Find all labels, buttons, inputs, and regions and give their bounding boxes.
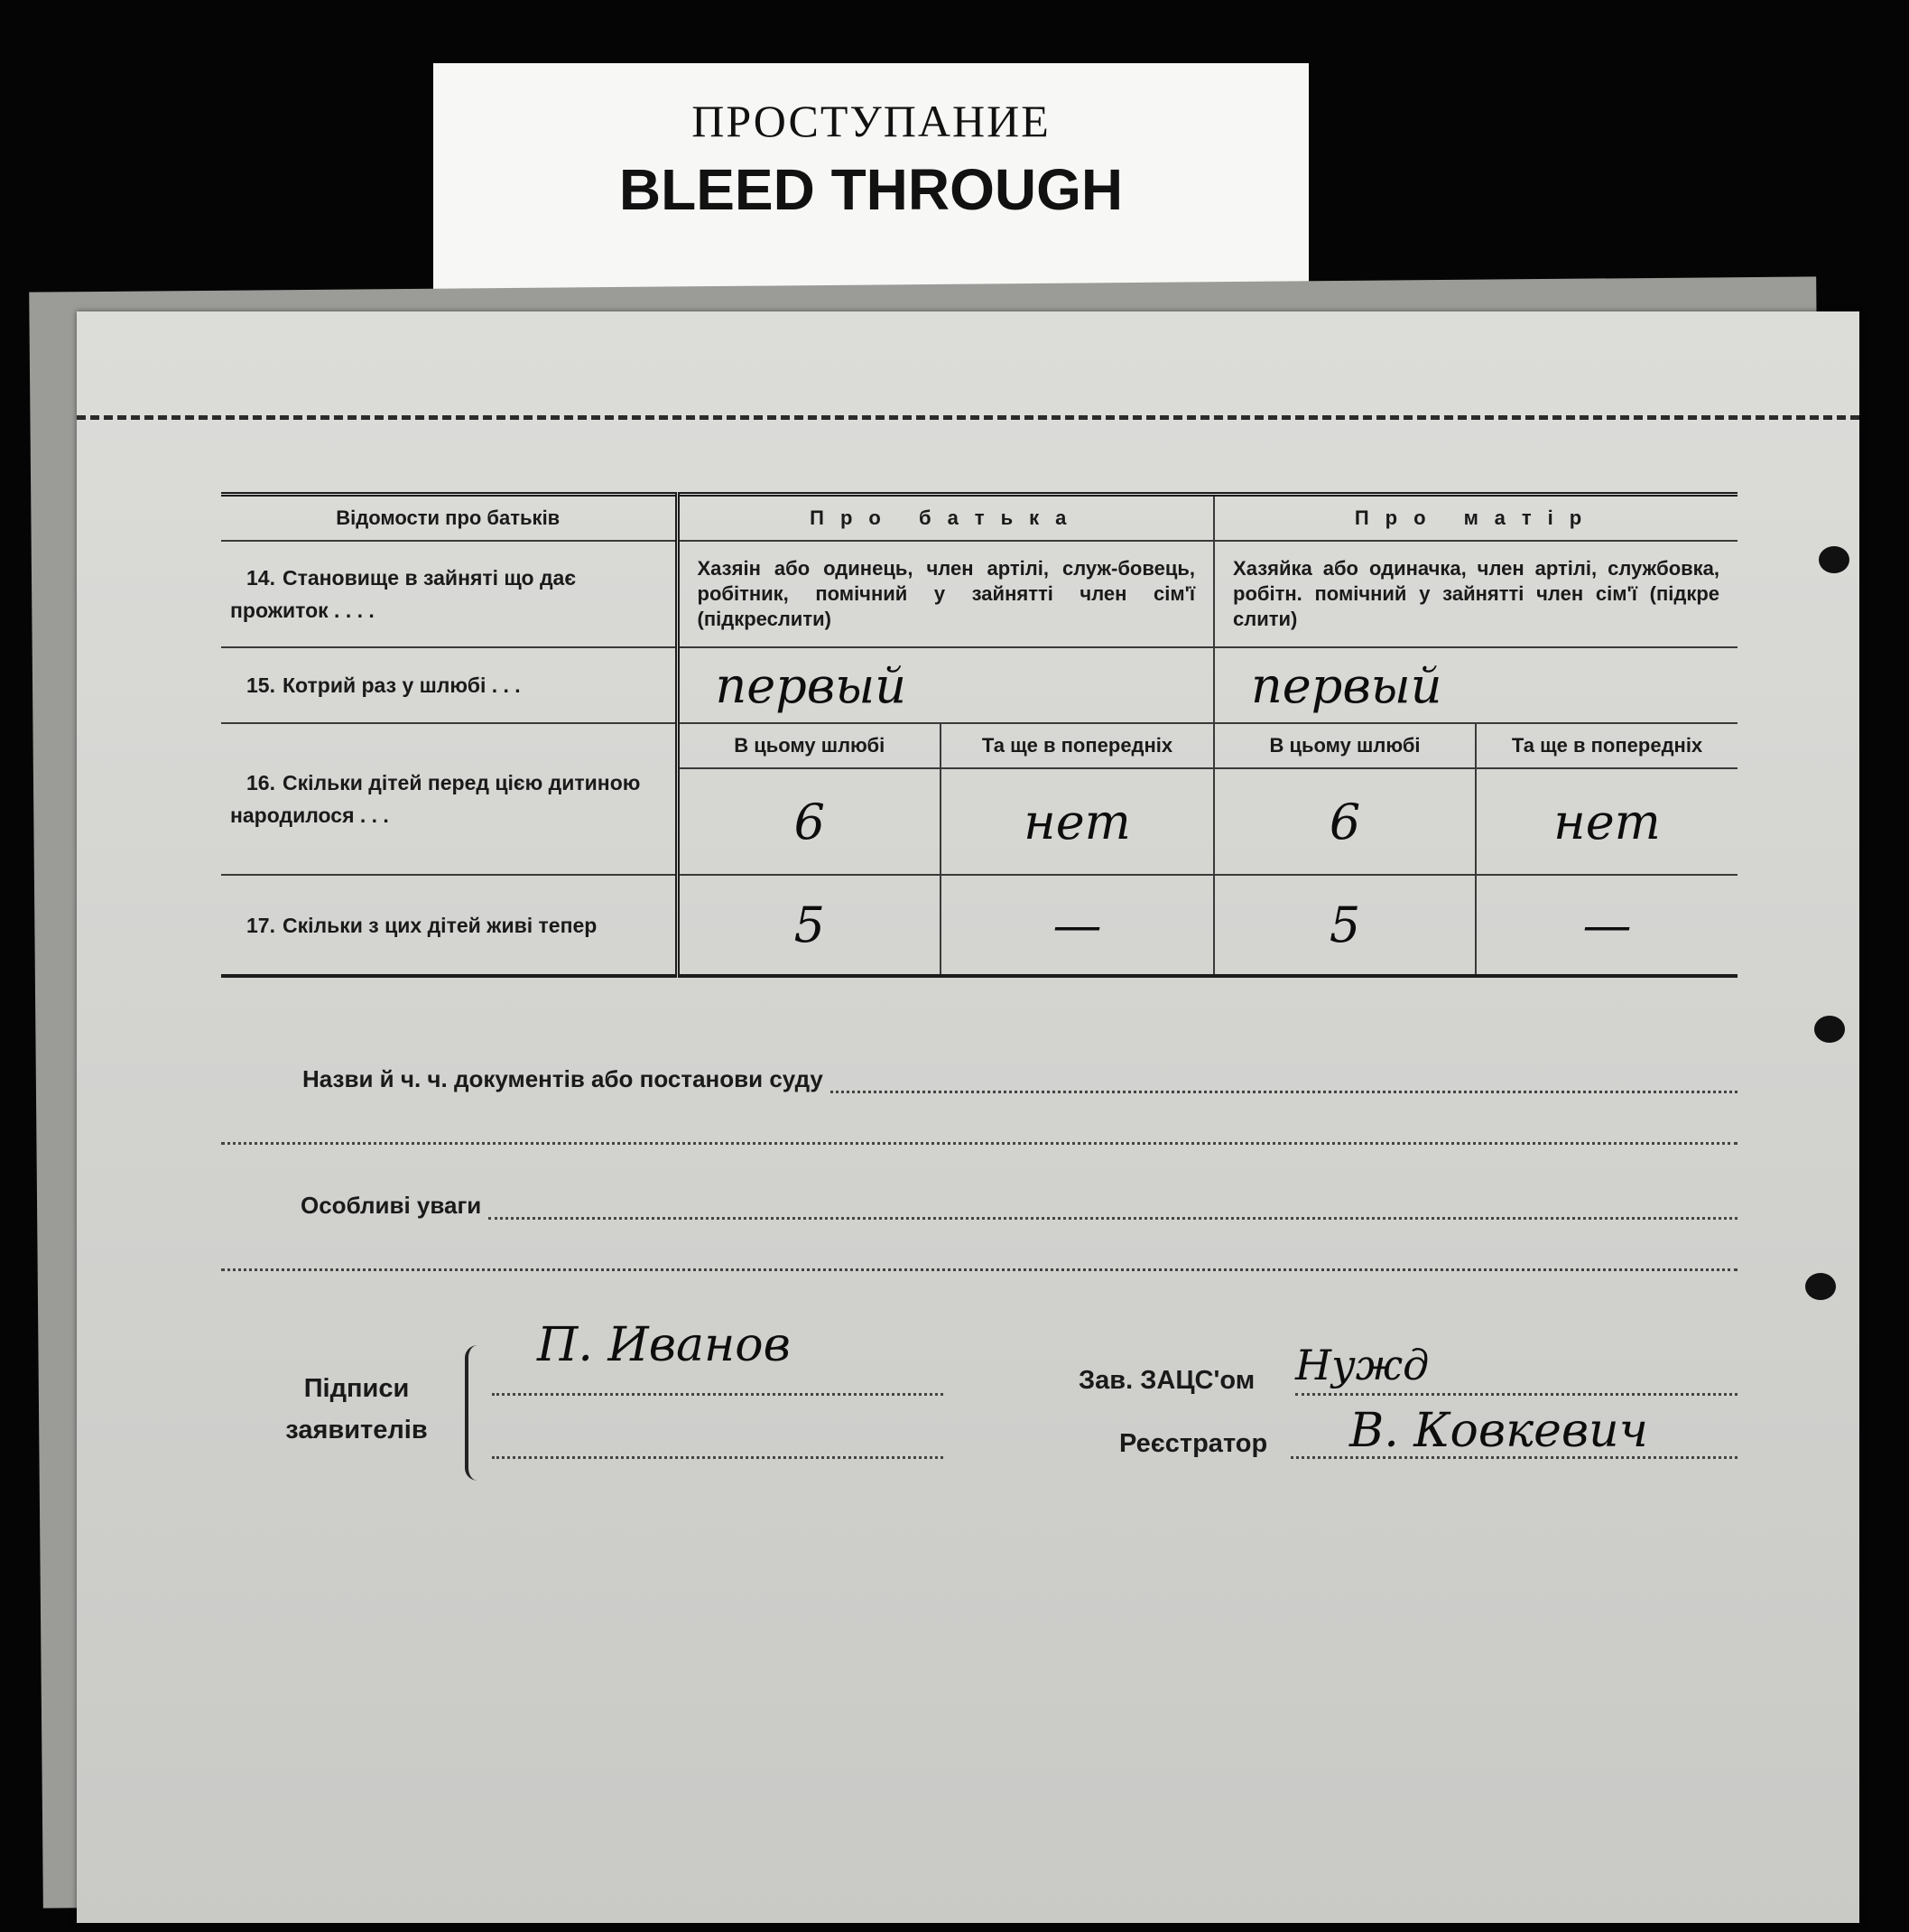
question-15 (221, 647, 677, 723)
table-subheader-row (221, 723, 1738, 768)
registrar-signature-line (1291, 1456, 1738, 1459)
subheader-father-previous: Та ще в попередніх (941, 723, 1214, 768)
father-marriage-count: первый (677, 647, 1214, 723)
mother-children-born-previous: нет (1476, 768, 1738, 875)
bleed-through-notice-card (433, 63, 1309, 293)
mother-children-alive-previous: — (1476, 875, 1738, 976)
mother-marriage-count: первый (1214, 647, 1738, 723)
question-label: Становище в зайняті що дає прожиток . . . . (230, 566, 577, 622)
documents-label: Назви й ч. ч. документів або постанови суду (302, 1065, 823, 1092)
father-employment-options: Хазяін або одинець, член артілі, служ-бовець, робітник, помічний у зайнятті член сім'ї (підкреслити) (677, 541, 1214, 647)
question-label: Скільки дітей перед цією дитиною народилося . . . (230, 771, 641, 827)
notice-title-russian: ПРОСТУПАНИЕ (691, 96, 1051, 146)
binding-hole (1805, 1273, 1836, 1300)
signature-label-line-2: заявителів (285, 1416, 428, 1444)
notes-dotted-line-2 (221, 1268, 1738, 1271)
mother-children-born-this: 6 (1214, 768, 1476, 875)
table-row-q15 (221, 647, 1738, 723)
question-number: 15. (246, 673, 275, 697)
documents-dotted-line (830, 1090, 1738, 1093)
header-father: Про батька (677, 495, 1214, 542)
head-signature: Нужд (1295, 1341, 1430, 1389)
question-number: 14. (246, 566, 275, 590)
table-header-row (221, 495, 1738, 542)
registrar-signature: В. Ковкевич (1349, 1404, 1649, 1458)
question-number: 16. (246, 771, 275, 794)
question-14 (221, 541, 677, 647)
registry-form-page (77, 311, 1859, 1923)
father-children-alive-previous: — (941, 875, 1214, 976)
question-label: Котрий раз у шлюбі . . . (283, 673, 521, 697)
notice-title-english: BLEED THROUGH (618, 157, 1124, 222)
notes-field (301, 1192, 1738, 1220)
question-16 (221, 723, 677, 875)
binding-hole (1814, 1016, 1845, 1043)
father-children-born-previous: нет (941, 768, 1214, 875)
table-row-q17 (221, 875, 1738, 976)
documents-field (302, 1065, 1738, 1093)
subheader-father-this-marriage: В цьому шлюбі (677, 723, 941, 768)
mother-employment-options: Хазяйка або одиначка, член артілі, службовка, робітн. помічний у зайнятті член сім'ї (підкре слити) (1214, 541, 1738, 647)
mother-children-alive-this: 5 (1214, 875, 1476, 976)
signature-label-line-1: Підписи (303, 1374, 410, 1403)
table-row-q14 (221, 541, 1738, 647)
applicant-signature-line-1 (492, 1393, 943, 1396)
head-registry-label: Зав. ЗАЦС'ом (1079, 1366, 1256, 1395)
binding-hole (1819, 546, 1849, 573)
question-17 (221, 875, 677, 976)
subheader-mother-previous: Та ще в попередніх (1476, 723, 1738, 768)
notes-label: Особливі уваги (301, 1192, 482, 1219)
applicants-signature-label (275, 1368, 438, 1451)
applicant-signature: П. Иванов (537, 1318, 791, 1372)
parents-info-table (221, 492, 1738, 978)
notes-dotted-line (488, 1216, 1738, 1220)
subheader-mother-this-marriage: В цьому шлюбі (1214, 723, 1476, 768)
father-children-born-this: 6 (677, 768, 941, 875)
header-mother: Про матір (1214, 495, 1738, 542)
applicants-brace (465, 1345, 487, 1481)
header-info: Відомости про батьків (221, 495, 677, 542)
father-children-alive-this: 5 (677, 875, 941, 976)
question-label: Скільки з цих дітей живі тепер (283, 913, 598, 937)
head-signature-line (1295, 1393, 1738, 1396)
documents-dotted-line-2 (221, 1142, 1738, 1145)
registrar-label: Реєстратор (1119, 1429, 1268, 1458)
perforation-line (77, 415, 1859, 420)
applicant-signature-line-2 (492, 1456, 943, 1459)
question-number: 17. (246, 913, 275, 937)
